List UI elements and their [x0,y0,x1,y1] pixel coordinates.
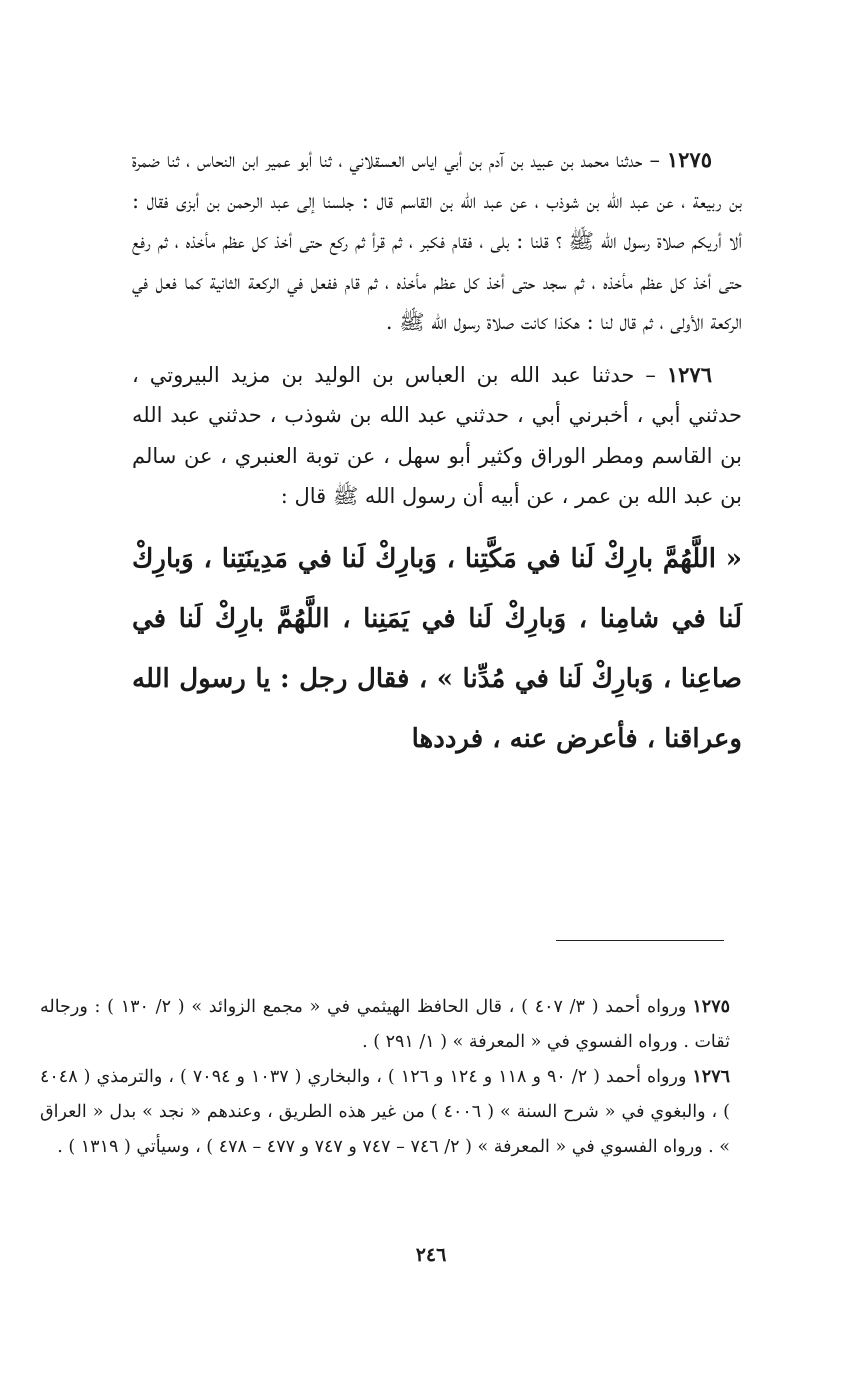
hadith-text: – حدثنا عبد الله بن العباس بن الوليد بن مزيد البيروتي ، حدثني أبي ، أخبرني أبي ، حدثني عبد الله بن شوذب ، حدثني عبد الله بن القاسم ومطر الوراق وكثير أبو سهل ، عن توبة العنبري ، عن سالم بن عبد الله بن عمر ، عن أبيه أن رسول الله ﷺ قال : [132,362,742,508]
footnotes [40,990,730,1165]
prophetic-supplication: « اللَّهُمَّ بارِكْ لَنا في مَكَّتِنا ، وَبارِكْ لَنا في مَدِينَتِنا ، وَبارِكْ لَنا في شامِنا ، وَبارِكْ لَنا في يَمَنِنا ، اللَّهُمَّ بارِكْ لَنا في صاعِنا ، وَبارِكْ لَنا في مُدِّنا » ، فقال رجل : يا رسول الله وعراقنا ، فأعرض عنه ، فرددها [132,543,742,754]
footnote-number: ١٢٧٥ [692,997,730,1017]
footnote-number: ١٢٧٦ [692,1067,731,1087]
footnote-text: ورواه أحمد ( ٣/ ٤٠٧ ) ، قال الحافظ الهيثمي في « مجمع الزوائد » ( ٢/ ١٣٠ ) : ورجاله ثقات . ورواه الفسوي في « المعرفة » ( ١/ ٢٩١ ) . [40,997,730,1052]
main-text [132,140,742,769]
hadith-number: ١٢٧٥ [666,147,712,172]
footnote-divider [556,940,724,941]
footnote-1276 [40,1060,730,1165]
hadith-1276 [132,355,742,517]
page-number: ٢٤٦ [415,1244,447,1266]
footnote-text: ورواه أحمد ( ٢/ ٩٠ و ١١٨ و ١٢٤ و ١٢٦ ) ، والبخاري ( ١٠٣٧ و ٧٠٩٤ ) ، والترمذي ( ٤٠٤٨ ) ، والبغوي في « شرح السنة » ( ٤٠٠٦ ) من غير هذه الطريق ، وعندهم « نجد » بدل « العراق » . ورواه الفسوي في « المعرفة » ( ٢/ ٧٤٦ – ٧٤٧ و ٧٤٧ و ٤٧٧ – ٤٧٨ ) ، وسيأتي ( ١٣١٩ ) . [40,1067,730,1157]
hadith-number: ١٢٧٦ [666,361,712,387]
hadith-1275 [132,140,742,343]
hadith-text: – حدثنا محمد بن عبيد بن آدم بن أبي اياس العسقلاني ، ثنا أبو عمير ابن النحاس ، ثنا ضمرة بن ربيعة ، عن عبد الله بن شوذب ، عن عبد الله بن القاسم قال : جلسنا إلى عبد الرحمن بن أبزى فقال : ألا أريكم صلاة رسول الله ﷺ ؟ قلنا : بلى ، فقام فكبر ، ثم قرأ ثم ركع حتى أخذ كل عظم مأخذه ، ثم رفع حتى أخذ كل عظم مأخذه ، ثم سجد حتى أخذ كل عظم مأخذه ، ثم قام ففعل في الركعة الثانية كما فعل في الركعة الأولى ، ثم قال لنا : هكذا كانت صلاة رسول الله ﷺ . [132,148,742,334]
footnote-1275 [40,990,730,1060]
